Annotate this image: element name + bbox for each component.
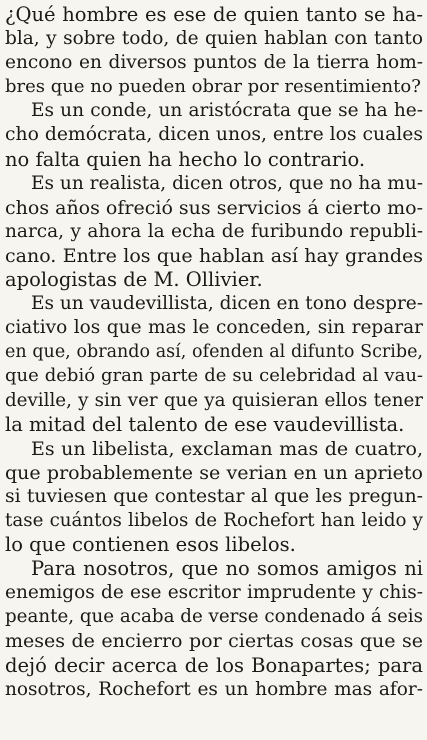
text-line: chos años ofreció sus servicios á cierto mo- [5, 196, 423, 219]
text-line: lo que contienen esos libelos. [5, 533, 296, 557]
text-line: bres que no pueden obrar por resentimiento? [5, 76, 421, 98]
paragraph-3 [5, 172, 423, 292]
paragraph-4 [5, 292, 423, 437]
text-line: cano. Entre los que hablan así hay grandes [5, 244, 423, 267]
text-line: Es un libelista, exclaman mas de cuatro, [31, 437, 423, 460]
text-line: encono en diversos puntos de la tierra hom- [5, 52, 423, 74]
text-line: meses de encierro por ciertas cosas que se [5, 630, 423, 653]
paragraph-2 [5, 99, 423, 171]
text-line: no falta quien ha hecho lo contrario. [5, 147, 366, 171]
text-line: dejó decir acerca de los Bonapartes; para [5, 653, 423, 677]
paragraph-6 [5, 557, 423, 702]
text-line: apologistas de M. Ollivier. [5, 268, 263, 292]
text-line: cho demócrata, dicen unos, entre los cuales [5, 124, 423, 146]
text-line: la mitad del talento de ese vaudevillista. [5, 412, 405, 436]
text-line: narca, y ahora la echa de furibundo republi- [5, 220, 423, 242]
text-line: ¿Qué hombre es ese de quien tanto se ha- [5, 3, 423, 26]
text-line: si tuviesen que contestar al que les pregun- [5, 485, 423, 507]
paragraph-5 [5, 437, 423, 557]
text-line: que probablemente se verian en un aprieto [5, 461, 423, 484]
text-line: nosotros, Rochefort es un hombre mas afor- [5, 678, 423, 700]
text-line: Para nosotros, que no somos amigos ni [31, 557, 423, 581]
text-line: en que, obrando así, ofenden al difunto Scribe, [5, 342, 423, 363]
text-line: peante, que acaba de verse condenado á seis [5, 606, 423, 628]
text-line: Es un conde, un aristócrata que se ha he- [31, 100, 423, 122]
text-line: Es un vaudevillista, dicen en tono despre- [31, 293, 423, 315]
text-line: tase cuántos libelos de Rochefort han leido y [5, 509, 423, 531]
text-line: enemigos de ese escritor imprudente y chis- [5, 582, 423, 604]
text-line: que debió gran parte de su celebridad al vau- [5, 365, 423, 387]
text-line: bla, y sobre todo, de quien hablan con tanto [5, 28, 423, 50]
text-line: deville, y sin ver que ya quisieran ellos tener [5, 389, 423, 411]
paragraph-1 [5, 3, 423, 99]
text-line: ciativo los que mas le conceden, sin reparar [5, 317, 423, 339]
text-line: Es un realista, dicen otros, que no ha mu- [31, 172, 423, 194]
article-text [5, 3, 423, 702]
